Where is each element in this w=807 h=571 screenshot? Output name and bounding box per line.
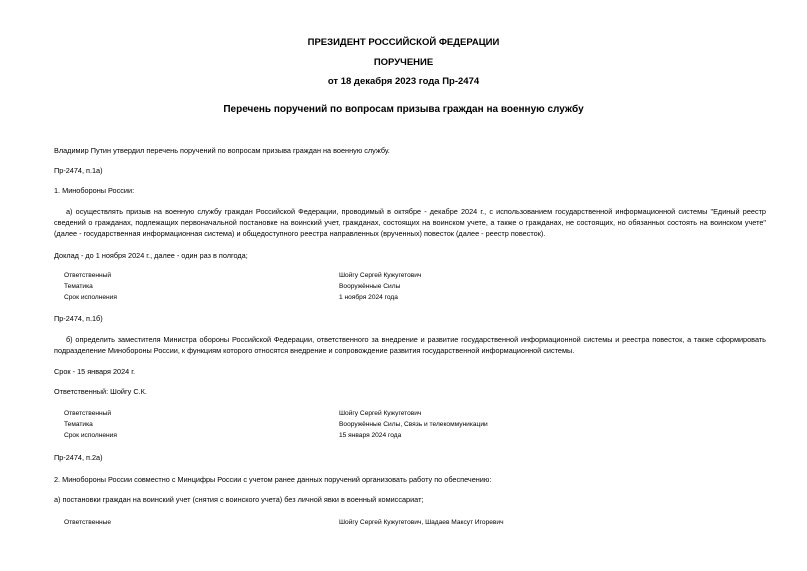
item-1a-paragraph: а) осуществлять призыв на военную службу граждан Российской Федерации, проводимый в октябре - декабре 2024 г., с использованием государственной информационной системы "Единый реестр сведений о гражданах, подлежащих первоначальной постановке на воинский учет, гражданах, состоящих на воинском учете, а также о гражданах, не состоящих, но обязанных состоять на воинском учете" (далее - государственная информационная система) и общедоступного реестра направленных (врученных) повесток (далее - реестр повесток). [54,207,766,238]
document-date-number: от 18 декабря 2023 года Пр-2474 [327,76,480,87]
intro-paragraph: Владимир Путин утвердил перечень поручений по вопросам призыва граждан на военную службу. [54,146,390,155]
issuing-authority: ПРЕЗИДЕНТ РОССИЙСКОЙ ФЕДЕРАЦИИ [307,37,500,48]
table-2a-row-responsible [0,519,807,529]
item-1b-paragraph: б) определить заместителя Министра обороны Российской Федерации, ответственного за внедрение и развитие государственной информационной системы и реестра повесток, а также сформировать подразделение Минобороны России, к функциям которого относятся внедрение и сопровождение развития государственной информационной системы. [54,335,766,355]
field-value: 15 января 2024 года [339,432,402,439]
field-value: Шойгу Сергей Кужугетович [339,410,422,417]
item-2-heading: 2. Минобороны России совместно с Минцифры России с учетом ранее данных поручений организовать работу по обеспечению: [54,475,492,484]
field-value: Вооружённые Силы [339,283,401,290]
table-1a-row-responsible [0,272,807,282]
document-subject: Перечень поручений по вопросам призыва граждан на военную службу [223,104,584,115]
table-1a-row-topic [0,283,807,293]
responsible-1b: Ответственный: Шойгу С.К. [54,387,147,396]
field-label: Тематика [64,421,93,428]
table-1b-row-deadline [0,432,807,442]
table-1a-row-deadline [0,294,807,304]
table-1b-row-responsible [0,410,807,420]
field-label: Ответственный [64,272,112,279]
document-type: ПОРУЧЕНИЕ [373,57,434,68]
field-label: Срок исполнения [64,432,117,439]
report-1a: Доклад - до 1 ноября 2024 г., далее - один раз в полгода; [54,251,248,260]
ref-1b: Пр-2474, п.1б) [54,314,103,323]
field-label: Ответственный [64,410,112,417]
table-1b-row-topic [0,421,807,431]
deadline-1b: Срок - 15 января 2024 г. [54,367,136,376]
field-label: Ответственные [64,519,112,526]
field-label: Тематика [64,283,93,290]
item-1-heading: 1. Минобороны России: [54,186,135,195]
field-value: Шойгу Сергей Кужугетович, Шадаев Максут Игоревич [339,519,504,526]
field-label: Срок исполнения [64,294,117,301]
field-value: Шойгу Сергей Кужугетович [339,272,422,279]
field-value: Вооружённые Силы, Связь и телекоммуникации [339,421,488,428]
ref-2a: Пр-2474, п.2а) [54,453,103,462]
ref-1a: Пр-2474, п.1а) [54,166,103,175]
field-value: 1 ноября 2024 года [339,294,398,301]
item-2a-paragraph: а) постановки граждан на воинский учет (снятия с воинского учета) без личной явки в военный комиссариат; [54,495,424,504]
